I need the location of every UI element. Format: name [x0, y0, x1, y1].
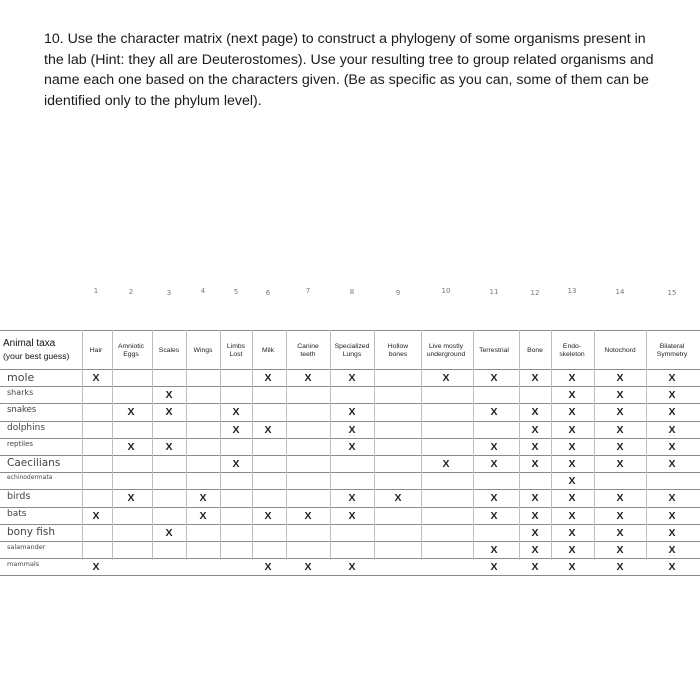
character-present-mark: X	[568, 389, 576, 402]
character-present-mark: X	[531, 492, 539, 505]
character-present-mark: X	[531, 561, 539, 574]
character-header: Amniotic Eggs	[117, 342, 145, 358]
column-number: 13	[567, 287, 577, 295]
character-present-mark: X	[304, 509, 312, 522]
character-present-mark: X	[568, 458, 576, 470]
taxon-label: snakes	[7, 405, 37, 416]
character-present-mark: X	[531, 440, 539, 453]
column-number: 3	[166, 289, 172, 297]
character-present-mark: X	[616, 389, 624, 402]
character-present-mark: X	[92, 509, 100, 522]
character-present-mark: X	[668, 561, 676, 574]
character-header: Scales	[158, 346, 180, 354]
grid-line-horizontal	[0, 558, 700, 559]
character-present-mark: X	[165, 526, 173, 539]
character-present-mark: X	[668, 372, 676, 384]
taxon-label: echinodermata	[7, 474, 53, 482]
character-present-mark: X	[668, 389, 676, 402]
character-present-mark: X	[348, 372, 356, 384]
character-present-mark: X	[304, 561, 312, 574]
character-present-mark: X	[616, 440, 624, 453]
character-present-mark: X	[668, 440, 676, 453]
character-present-mark: X	[668, 526, 676, 539]
grid-line-vertical	[519, 330, 520, 560]
character-header: Canine teeth	[297, 342, 319, 358]
character-present-mark: X	[668, 458, 676, 470]
character-present-mark: X	[616, 509, 624, 522]
grid-line-vertical	[152, 330, 153, 560]
character-header: Endo- skeleton	[559, 342, 585, 358]
character-present-mark: X	[127, 440, 135, 453]
character-header: Wings	[193, 346, 213, 354]
taxon-label: bony fish	[7, 525, 56, 538]
column-number: 9	[395, 289, 401, 297]
character-present-mark: X	[531, 509, 539, 522]
character-header: Hair	[89, 346, 103, 354]
character-present-mark: X	[165, 440, 173, 453]
taxon-label: dolphins	[7, 422, 46, 433]
character-present-mark: X	[568, 406, 576, 419]
grid-line-horizontal	[0, 438, 700, 439]
character-present-mark: X	[616, 458, 624, 470]
character-present-mark: X	[127, 492, 135, 505]
character-present-mark: X	[616, 544, 624, 556]
character-present-mark: X	[568, 492, 576, 505]
character-present-mark: X	[199, 492, 207, 505]
character-present-mark: X	[490, 561, 498, 574]
column-number: 2	[128, 288, 134, 296]
character-present-mark: X	[264, 561, 272, 574]
grid-line-horizontal	[0, 541, 700, 542]
character-present-mark: X	[165, 406, 173, 419]
character-present-mark: X	[568, 526, 576, 539]
character-present-mark: X	[668, 544, 676, 556]
character-present-mark: X	[531, 526, 539, 539]
character-present-mark: X	[348, 561, 356, 574]
column-number: 12	[530, 289, 540, 297]
grid-line-horizontal	[0, 489, 700, 490]
column-number: 10	[441, 287, 451, 295]
taxon-label: mole	[7, 371, 35, 384]
grid-line-horizontal	[0, 472, 700, 473]
question-text: 10. Use the character matrix (next page) to construct a phylogeny of some organisms present in the lab (Hint: they all are Deuterostomes). Use your resulting tree to group related organisms and name each one based on the characters given. (Be as specific as you can, some of them can be identified only to the phylum level).	[44, 31, 654, 109]
character-present-mark: X	[199, 509, 207, 522]
column-number: 15	[667, 289, 677, 297]
character-present-mark: X	[616, 372, 624, 384]
character-present-mark: X	[616, 561, 624, 574]
taxon-label: reptiles	[7, 439, 34, 448]
column-number: 8	[349, 288, 355, 296]
character-header: Bone	[527, 346, 543, 354]
character-present-mark: X	[490, 544, 498, 556]
grid-line-horizontal	[0, 386, 700, 387]
column-number: 14	[615, 288, 625, 296]
character-present-mark: X	[232, 406, 240, 419]
character-header: Live mostly underground	[426, 342, 466, 358]
grid-line-vertical	[186, 330, 187, 560]
character-present-mark: X	[668, 509, 676, 522]
character-present-mark: X	[264, 509, 272, 522]
character-present-mark: X	[232, 423, 240, 436]
grid-line-horizontal	[0, 403, 700, 404]
character-present-mark: X	[490, 406, 498, 419]
character-present-mark: X	[616, 423, 624, 436]
character-present-mark: X	[165, 389, 173, 402]
character-present-mark: X	[616, 492, 624, 505]
character-header: Limbs Lost	[226, 342, 246, 358]
character-header: Notochord	[604, 346, 636, 354]
character-present-mark: X	[531, 458, 539, 470]
character-present-mark: X	[127, 406, 135, 419]
character-present-mark: X	[442, 458, 450, 470]
taxa-header-title: Animal taxa	[3, 338, 56, 349]
character-present-mark: X	[568, 475, 576, 488]
character-present-mark: X	[668, 406, 676, 419]
grid-line-horizontal	[0, 330, 700, 331]
character-present-mark: X	[531, 372, 539, 384]
character-present-mark: X	[668, 423, 676, 436]
character-present-mark: X	[531, 406, 539, 419]
character-present-mark: X	[531, 423, 539, 436]
taxon-label: mammals	[7, 560, 40, 569]
character-present-mark: X	[568, 544, 576, 556]
taxon-label: bats	[7, 508, 27, 519]
character-present-mark: X	[568, 561, 576, 574]
character-present-mark: X	[568, 440, 576, 453]
column-number: 6	[265, 289, 271, 297]
character-present-mark: X	[490, 458, 498, 470]
character-present-mark: X	[348, 492, 356, 505]
grid-line-horizontal	[0, 369, 700, 370]
grid-line-horizontal	[0, 507, 700, 508]
grid-line-horizontal	[0, 524, 700, 525]
taxa-column-header	[3, 337, 69, 363]
taxon-label: salamander	[7, 543, 46, 551]
character-present-mark: X	[490, 509, 498, 522]
character-present-mark: X	[92, 561, 100, 574]
character-header: Bilateral Symmetry	[656, 342, 688, 358]
taxon-label: birds	[7, 491, 31, 503]
character-header: Terrestrial	[479, 346, 509, 354]
character-present-mark: X	[442, 372, 450, 384]
character-present-mark: X	[348, 423, 356, 436]
character-present-mark: X	[531, 544, 539, 556]
column-number: 4	[200, 287, 206, 295]
column-number: 7	[305, 287, 311, 295]
column-number: 5	[233, 288, 239, 296]
character-present-mark: X	[264, 372, 272, 384]
character-header: Hollow bones	[387, 342, 409, 358]
character-present-mark: X	[348, 509, 356, 522]
character-present-mark: X	[616, 406, 624, 419]
character-present-mark: X	[490, 372, 498, 384]
character-present-mark: X	[264, 423, 272, 436]
grid-line-vertical	[646, 330, 647, 560]
character-present-mark: X	[304, 372, 312, 384]
character-header: Milk	[261, 346, 275, 354]
taxon-label: sharks	[7, 388, 34, 398]
character-header: Specialized Lungs	[334, 342, 370, 358]
grid-line-horizontal	[0, 455, 700, 456]
character-present-mark: X	[490, 440, 498, 453]
character-present-mark: X	[232, 458, 240, 470]
character-present-mark: X	[568, 372, 576, 384]
grid-line-vertical	[286, 330, 287, 560]
character-present-mark: X	[668, 492, 676, 505]
character-present-mark: X	[92, 372, 100, 384]
character-present-mark: X	[348, 440, 356, 453]
character-present-mark: X	[616, 526, 624, 539]
character-present-mark: X	[568, 423, 576, 436]
character-present-mark: X	[490, 492, 498, 505]
column-number: 1	[93, 287, 99, 295]
character-present-mark: X	[394, 492, 402, 505]
column-number: 11	[489, 288, 499, 296]
taxa-header-subtitle: (your best guess)	[3, 351, 70, 361]
grid-line-horizontal	[0, 421, 700, 422]
character-present-mark: X	[568, 509, 576, 522]
grid-line-horizontal	[0, 575, 700, 576]
character-present-mark: X	[348, 406, 356, 419]
taxon-label: Caecilians	[7, 457, 61, 469]
